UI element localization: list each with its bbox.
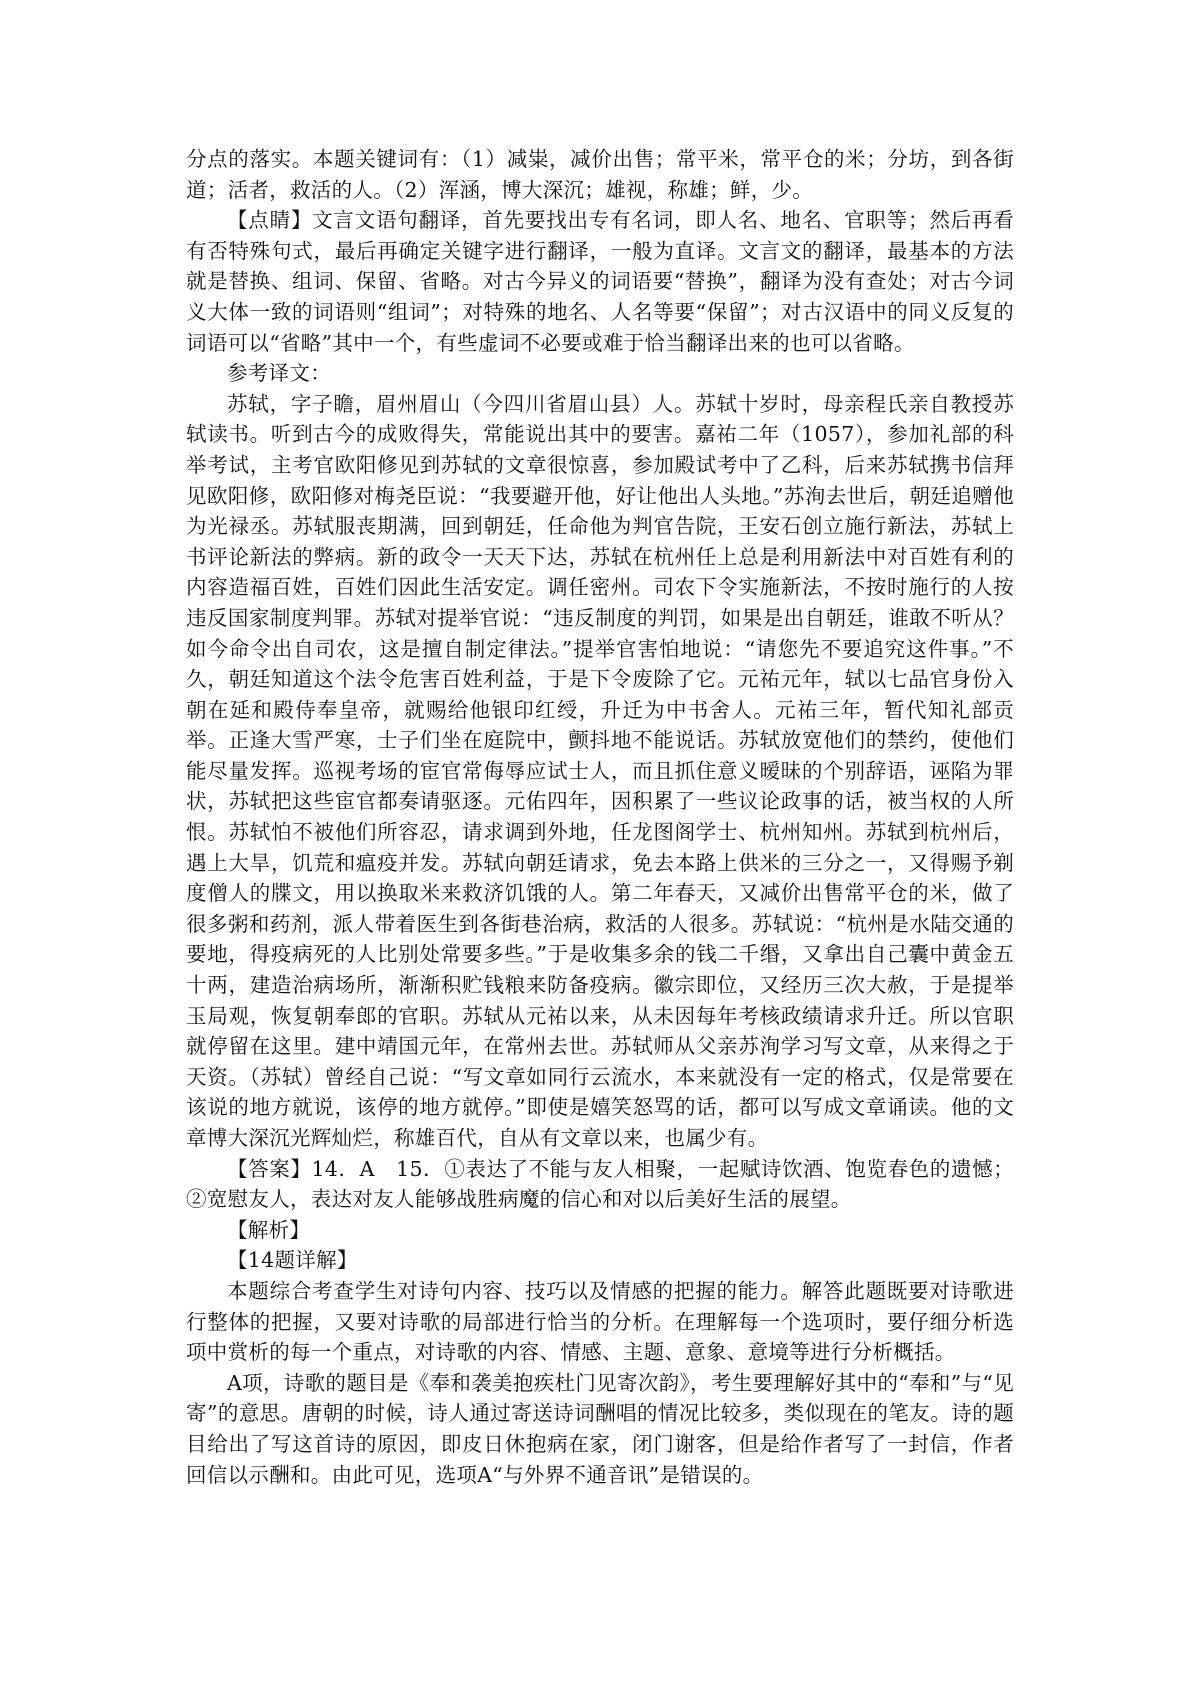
paragraph-analysis-heading: 【解析】 (227, 1217, 311, 1242)
paragraph-translation-body: 苏轼，字子瞻，眉州眉山（今四川省眉山县）人。苏轼十岁时，母亲程氏亲自教授苏轼读书。听到古今的成败得失，常能说出其中的要害。嘉祐二年（1057），参加礼部的科举考试，主考官欧阳修见到苏轼的文章很惊喜，参加殿试考中了乙科，后来苏轼携书信拜见欧阳修，欧阳修对梅尧臣说：“我要避开他，好让他出人头地。”苏洵去世后，朝廷追赠他为光禄丞。苏轼服丧期满，回到朝廷，任命他为判官告院，王安石创立施行新法，苏轼上书评论新法的弊病。新的政令一天天下达，苏轼在杭州任上总是利用新法中对百姓有利的内容造福百姓，百姓们因此生活安定。调任密州。司农下令实施新法，不按时施行的人按违反国家制度判罪。苏轼对提举官说：“违反制度的判罚，如果是出自朝廷，谁敢不听从？如今命令出自司农，这是擅自制定律法。”提举官害怕地说：“请您先不要追究这件事。”不久，朝廷知道这个法令危害百姓利益，于是下令废除了它。元祐元年，轼以七品官身份入朝在延和殿侍奉皇帝，就赐给他银印红绶，升迁为中书舍人。元祐三年，暂代知礼部贡举。正逢大雪严寒，士子们坐在庭院中，颤抖地不能说话。苏轼放宽他们的禁约，使他们能尽量发挥。巡视考场的宦官常侮辱应试士人，而且抓住意义暧昧的个别辞语，诬陷为罪状，苏轼把这些宦官都奏请驱逐。元佑四年，因积累了一些议论政事的话，被当权的人所恨。苏轼怕不被他们所容忍，请求调到外地，任龙图阁学士、杭州知州。苏轼到杭州后，遇上大旱，饥荒和瘟疫并发。苏轼向朝廷请求，免去本路上供米的三分之一，又得赐予剃度僧人的牒文，用以换取米来救济饥饿的人。第二年春天，又减价出售常平仓的米，做了很多粥和药剂，派人带着医生到各街巷治病，救活的人很多。苏轼说：“杭州是水陆交通的要地，得疫病死的人比别处常要多些。”于是收集多余的钱二千缗，又拿出自己囊中黄金五十两，建造治病场所，渐渐积贮钱粮来防备疫病。徽宗即位，又经历三次大赦，于是提举玉局观，恢复朝奉郎的官职。苏轼从元祐以来，从未因每年考核政绩请求升迁。所以官职就停留在这里。建中靖国元年，在常州去世。苏轼师从父亲苏洵学习写文章，从来得之于天资。（苏轼）曾经自己说：“写文章如同行云流水，本来就没有一定的格式，仅是常要在该说的地方就说，该停的地方就停。”即使是嬉笑怒骂的话，都可以写成文章诵读。他的文章博大深沉光辉灿烂，称雄百代，自从有文章以来，也属少有。 (186, 391, 1014, 1150)
paragraph-translation-heading: 参考译文： (227, 361, 331, 386)
document-page (186, 144, 1014, 1490)
paragraph-q14-heading: 【14题详解】 (227, 1248, 358, 1273)
paragraph-keywords: 分点的落实。本题关键词有：（1）减粜，减价出售；常平米，常平仓的米；分坊，到各街道；活者，救活的人。（2）浑涵，博大深沉；雄视，称雄；鲜，少。 (186, 147, 1014, 202)
paragraph-dianjing: 【点睛】文言文语句翻译，首先要找出专有名词，即人名、地名、官职等；然后再看有否特殊句式，最后再确定关键字进行翻译，一般为直译。文言文的翻译，最基本的方法就是替换、组词、保留、省略。对古今异义的词语要“替换”，翻译为没有查处；对古今词义大体一致的词语则“组词”；对特殊的地名、人名等要“保留”；对古汉语中的同义反复的词语可以“省略”其中一个，有些虚词不必要或难于恰当翻译出来的也可以省略。 (186, 208, 1014, 355)
paragraph-answer: 【答案】14．A 15．①表达了不能与友人相聚，一起赋诗饮酒、饱览春色的遗憾；②宽慰友人，表达对友人能够战胜病魔的信心和对以后美好生活的展望。 (186, 1156, 1014, 1212)
paragraph-option-a: A项，诗歌的题目是《奉和袭美抱疾杜门见寄次韵》，考生要理解好其中的“奉和”与“见寄”的意思。唐朝的时候，诗人通过寄送诗词酬唱的情况比较多，类似现在的笔友。诗的题目给出了写这首诗的原因，即皮日休抱病在家，闭门谢客，但是给作者写了一封信，作者回信以示酬和。由此可见，选项A“与外界不通音讯”是错误的。 (186, 1370, 1014, 1487)
paragraph-q14-overview: 本题综合考查学生对诗句内容、技巧以及情感的把握的能力。解答此题既要对诗歌进行整体的把握，又要对诗歌的局部进行恰当的分析。在理解每一个选项时，要仔细分析选项中赏析的每一个重点，对诗歌的内容、情感、主题、意象、意境等进行分析概括。 (186, 1278, 1014, 1365)
